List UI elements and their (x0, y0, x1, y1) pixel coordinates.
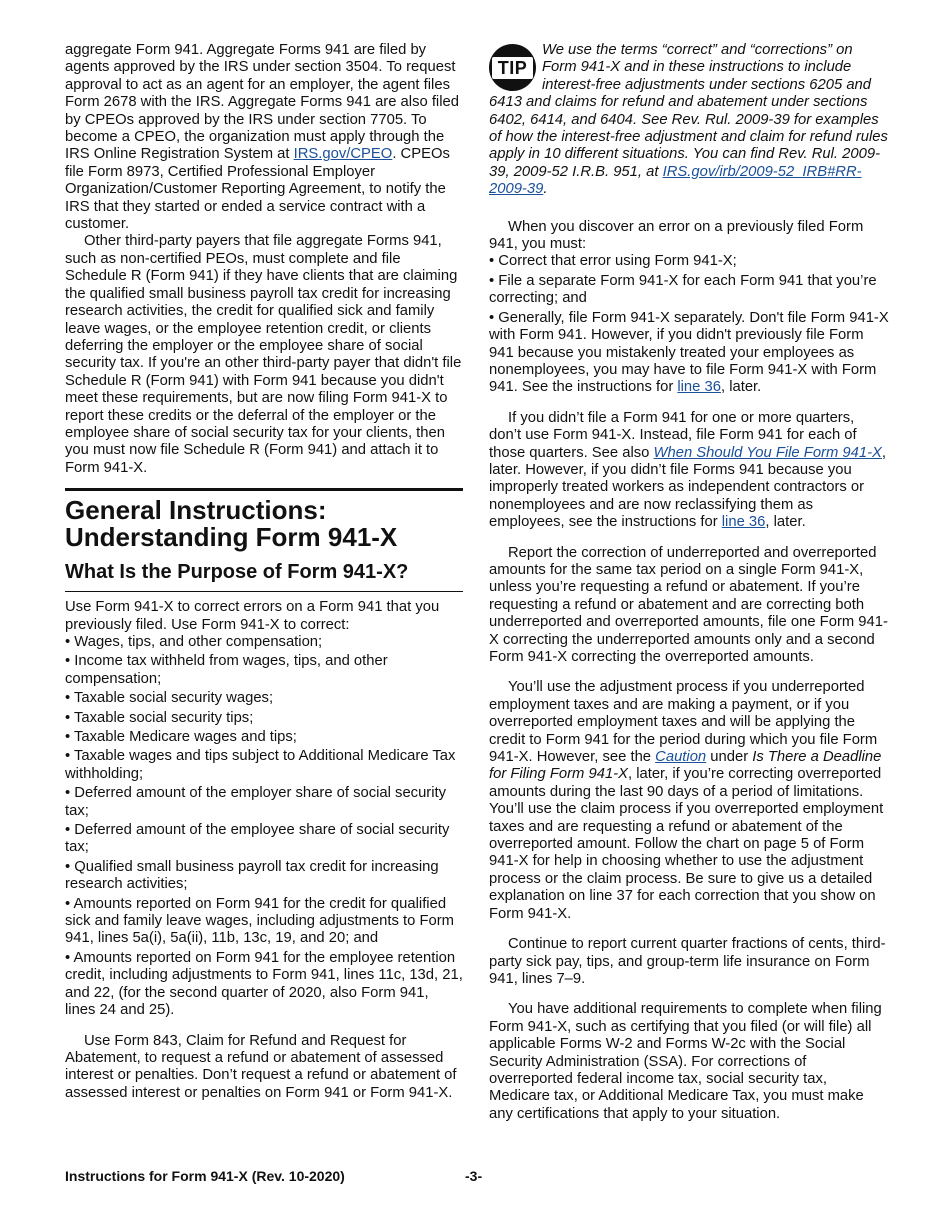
list-item: • Wages, tips, and other compensation; (65, 633, 323, 650)
list-item: • Amounts reported on Form 941 for the employee retention credit, including adjustments to Form 941, lines 11c, 13d, 21, and 22, (for the second quarter of 2020, also Form 941, lines 24 and 25). (65, 949, 463, 1019)
paragraph-additional-requirements: You have additional requirements to complete when filing Form 941-X, such as certifying that you filed (or will file) all applicable Forms W-2 and Forms W-2c with the Social Security Administration (SSA). For corrections of overreported federal income tax, social security tax, Medicare tax, or Additional Medicare Tax, you must make any certifications that apply to your situation. (489, 1001, 882, 1122)
paragraph-form-843: Use Form 843, Claim for Refund and Request for Abatement, to request a refund or abatement of assessed interest or penalties. Don’t request a refund or abatement of assessed interest or penalties on Form 941 or Form 941-X. (65, 1032, 457, 1101)
list-item: • Taxable social security wages; (65, 690, 274, 707)
list-item: • Income tax withheld from wages, tips, and other compensation; (65, 653, 388, 687)
list-item: • Qualified small business payroll tax credit for increasing research activities; (65, 858, 439, 893)
subheading-purpose: What Is the Purpose of Form 941-X? (65, 561, 463, 592)
tip-icon: TIP (489, 44, 536, 91)
correction-list (65, 634, 463, 1020)
link-when-should-you-file[interactable]: When Should You File Form 941-X (653, 444, 882, 461)
footer-title: Instructions for Form 941-X (Rev. 10-2020) (65, 1168, 345, 1184)
list-item: • Taxable social security tips; (65, 709, 254, 726)
link-rev-rul-2009-39[interactable]: IRS.gov/irb/2009-52_IRB#RR-2009-39 (489, 163, 862, 198)
paragraph-current-quarter: Continue to report current quarter fractions of cents, third-party sick pay, tips, and group-term life insurance on Form 941, lines 7–9. (489, 936, 886, 987)
list-item: • Taxable wages and tips subject to Additional Medicare Tax withholding; (65, 748, 456, 782)
paragraph-aggregate-forms: aggregate Form 941. Aggregate Forms 941 are filed by agents approved by the IRS under section 3504. To request approval to act as an agent for an employer, the agent files Form 2678 with the IRS. Aggregate Forms 941 are also filed by CPEOs approved by the IRS under section 7705. To become a CPEO, the organization must apply through the IRS Online Registration System at IRS.gov/CPEO. CPEOs file Form 8973, Certified Professional Employer Organization/Customer Reporting Agreement, to notify the IRS that they started or ended a service contract with a customer. (65, 42, 459, 233)
paragraph-adjustment-process: You’ll use the adjustment process if you underreported employment taxes and are making a payment, or if you overreported employment taxes and will be applying the credit to Form 941 for the period during which you file Form 941-X. However, see the Caution under Is There a Deadline for Filing Form 941-X, later, if you’re correcting overreported amounts during the last 90 days of a period of limitations. You’ll use the claim process if you overreported employment taxes and are requesting a refund or abatement of the overreported amount. Follow the chart on page 5 of Form 941-X for help in choosing whether to use the adjustment process or the claim process. Be sure to give us a detailed explanation on line 37 for each correction that you show on Form 941-X. (489, 679, 884, 922)
paragraph-purpose-intro: Use Form 941-X to correct errors on a Form 941 that you previously filed. Use Form 941-X to correct: (65, 599, 440, 633)
list-item: • File a separate Form 941-X for each Form 941 that you’re correcting; and (489, 272, 877, 307)
page-footer (65, 1168, 885, 1185)
link-caution[interactable]: Caution (655, 749, 707, 766)
right-column (489, 42, 889, 1123)
paragraph-report-correction: Report the correction of underreported and overreported amounts for the same tax period on a single Form 941-X, unless you’re requesting a refund or abatement. If you’re requesting a refund or abatement and are correcting both underreported and overreported amounts, file one Form 941-X correcting the underreported amounts only and a second Form 941-X correcting the overreported amounts. (489, 544, 888, 665)
section-heading-general-instructions: General Instructions: Understanding Form 941-X (65, 488, 463, 551)
list-item: • Deferred amount of the employer share of social security tax; (65, 785, 447, 819)
list-item: • Taxable Medicare wages and tips; (65, 729, 297, 745)
list-item: • Amounts reported on Form 941 for the credit for qualified sick and family leave wages, including adjustments to Form 941, lines 5a(i), 5a(ii), 11b, 13c, 19, and 20; and (65, 895, 455, 947)
link-line-36[interactable]: line 36 (721, 514, 766, 531)
list-item: • Generally, file Form 941-X separately. Don't file Form 941-X with Form 941. However, if you didn't previously file Form 941 because you mistakenly treated your employees as nonemployees, you may have to file Form 941-X with Form 941. See the instructions for line 36, later. (489, 309, 889, 396)
left-column (65, 42, 463, 1102)
link-irs-cpeo[interactable]: IRS.gov/CPEO (293, 146, 393, 163)
paragraph-discover-error: When you discover an error on a previously filed Form 941, you must: (489, 218, 864, 253)
paragraph-didnt-file: If you didn’t file a Form 941 for one or more quarters, don’t use Form 941-X. Instead, file Form 941 for each of those quarters. See also When Should You File Form 941-X, later. However, if you didn’t file Forms 941 because you improperly treated workers as independent contractors or nonemployees and are now reclassifying them as employees, see the instructions for line 36, later. (489, 409, 887, 531)
list-item: • Deferred amount of the employee share of social security tax; (65, 822, 450, 856)
tip-box: TIP We use the terms “correct” and “corrections” on Form 941-X and in these instructions to include interest-free adjustments under sections 6205 and 6413 and claims for refund and abatement under sections 6402, 6414, and 6404. See Rev. Rul. 2009-39 for examples of how the interest-free adjustment and claim for refund rules apply in 10 different situations. You can find Rev. Rul. 2009-39, 2009-52 I.R.B. 951, at IRS.gov/irb/2009-52_IRB#RR-2009-39. (489, 42, 888, 198)
page-number: -3- (465, 1168, 483, 1184)
list-item: • Correct that error using Form 941-X; (489, 253, 737, 270)
paragraph-third-party-payers: Other third-party payers that file aggregate Forms 941, such as non-certified PEOs, must complete and file Schedule R (Form 941) if they have clients that are claiming the qualified small business payroll tax credit for increasing research activities, the credit for qualified sick and family leave wages, or the employee retention credit, or clients deferring the employer or the employee share of social security tax. If you're an other third-party payer that didn't file Schedule R (Form 941) with Form 941 because you didn't meet these requirements, but are now filing Form 941-X to report these credits or the deferral of the employer or the employee share of social security tax for your clients, then you must now file Schedule R (Form 941) and attach it to Form 941-X. (65, 233, 462, 476)
link-line-36[interactable]: line 36 (677, 379, 721, 396)
